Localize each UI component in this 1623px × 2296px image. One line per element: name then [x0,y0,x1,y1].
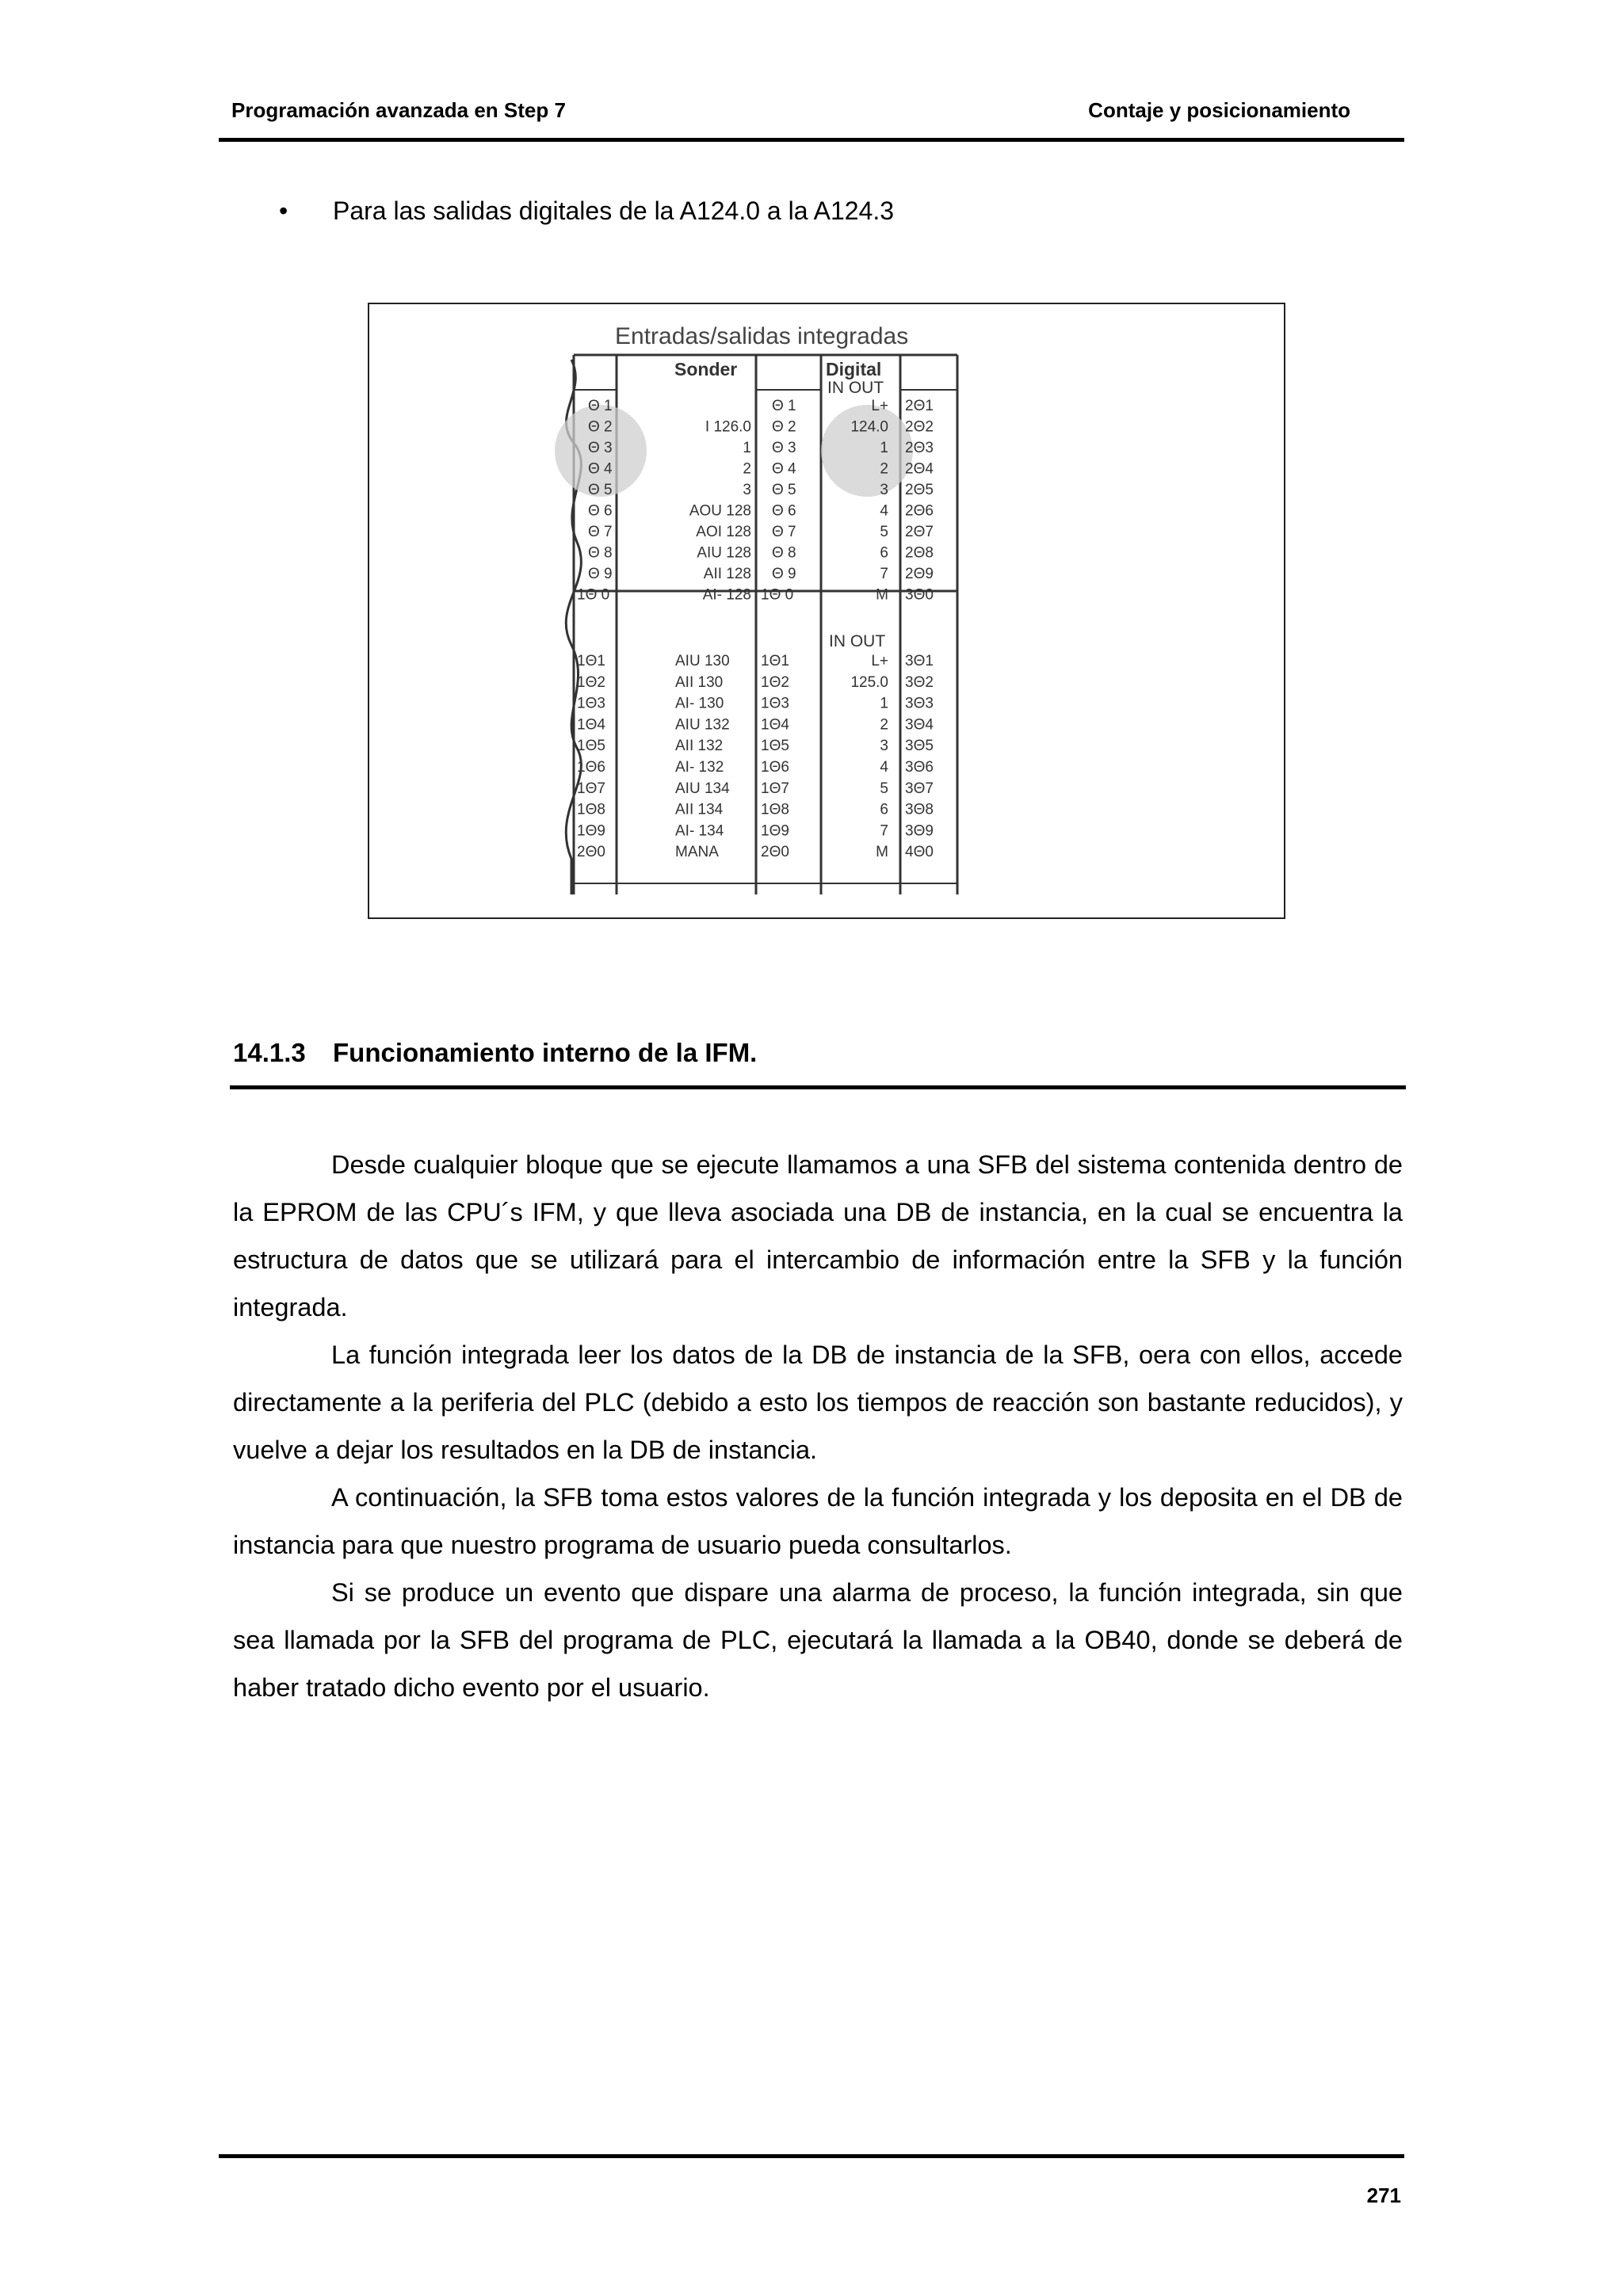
terminal-label: 2Θ2 [905,418,934,436]
terminal-label: 1Θ7 [761,780,789,797]
sonder-signal: AI- 128 [702,586,751,604]
terminal-label: 2Θ0 [761,844,789,861]
terminal-label: Θ 8 [588,544,613,562]
terminal-label: 1Θ8 [761,801,789,818]
bullet-text: Para las salidas digitales de la A124.0 a la A124.3 [333,196,895,225]
terminal-label: Θ 6 [588,502,613,520]
header-rule [219,138,1404,142]
bullet-dot: • [279,196,288,225]
terminal-label: 2Θ3 [905,440,934,456]
io-terminal-figure [368,303,1285,919]
terminal-label: 1Θ5 [577,738,605,755]
terminal-label: Θ 4 [588,460,613,478]
terminal-label: Θ 5 [588,482,613,498]
column-header-digital: Digital [826,359,882,379]
sonder-signal: AI- 134 [675,822,724,840]
terminal-label: Θ 3 [588,440,613,456]
terminal-label: 1Θ5 [761,738,789,755]
column-header-sonder: Sonder [674,359,738,379]
digital-signal: 6 [880,801,888,818]
paragraph: Desde cualquier bloque que se ejecute llamamos a una SFB del sistema contenida dentro de la EPROM de las CPU´s IFM, y que lleva asociada una DB de instancia, en la cual se encuentra la estructura de datos que se utilizará para el intercambio de información entre la SFB y la función integrada. [233,1150,1403,1322]
terminal-label: 1Θ4 [577,716,605,734]
terminal-label: 1Θ4 [761,716,789,734]
sonder-signal: AII 128 [703,566,751,582]
terminal-label: 3Θ8 [905,801,934,818]
terminal-label: 1Θ 0 [761,586,794,604]
terminal-label: 1Θ7 [577,780,605,797]
terminal-label: 3Θ6 [905,759,934,776]
paragraph: Si se produce un evento que dispare una alarma de proceso, la función integrada, sin que sea llamada por la SFB del programa de PLC, ejecutará la llamada a la OB40, donde se deberá de haber tratado dicho evento por el usuario. [233,1578,1403,1702]
page-header [219,98,1404,124]
terminal-label: Θ 9 [772,566,796,582]
sonder-signal: AII 132 [675,738,724,755]
digital-signal: L+ [871,653,888,669]
digital-signal: M [876,844,888,861]
sonder-signal: AOI 128 [696,524,751,540]
digital-signal: 6 [880,544,888,562]
terminal-label: 3Θ7 [905,780,934,797]
terminal-label: 1Θ2 [577,673,605,691]
terminal-label: 3Θ3 [905,695,934,712]
terminal-label: 1Θ3 [761,695,789,712]
terminal-label: Θ 1 [588,398,613,414]
sonder-signal: AII 134 [675,801,724,818]
terminal-label: 1Θ6 [577,759,605,776]
terminal-label: 1Θ9 [577,822,605,840]
digital-signal: L+ [871,398,888,414]
terminal-label: 4Θ0 [905,844,934,861]
terminal-label: 1Θ2 [761,673,789,691]
footer-rule [219,2154,1404,2158]
sonder-signal: AII 130 [675,673,724,691]
body-text [233,1141,1403,1711]
sonder-signal: AI- 132 [675,759,724,776]
section-number: 14.1.3 [233,1038,306,1067]
terminal-label: 2Θ1 [905,398,934,414]
terminal-label: 3Θ1 [905,653,934,669]
terminal-label: Θ 5 [772,482,796,498]
terminal-label: Θ 6 [772,502,796,520]
digital-signal: 125.0 [850,673,888,691]
digital-signal: 1 [880,440,888,456]
digital-signal: 5 [880,524,888,540]
digital-signal: 4 [880,759,888,776]
sonder-signal: AIU 134 [675,780,730,797]
terminal-label: 1Θ6 [761,759,789,776]
header-chapter-title: Contaje y posicionamiento [1088,98,1350,122]
digital-signal: 1 [880,695,888,712]
sonder-signal: MANA [675,844,719,861]
io-terminal-diagram [369,304,1287,921]
sonder-signal: AI- 130 [675,695,724,712]
terminal-label: 2Θ6 [905,502,934,520]
sonder-signal: 1 [743,440,751,456]
sonder-signal: AIU 128 [697,544,751,562]
terminal-label: Θ 1 [772,398,796,414]
terminal-label: 1Θ1 [761,653,789,669]
terminal-label: 3Θ0 [905,586,934,604]
terminal-label: Θ 2 [588,418,613,436]
figure-title: Entradas/salidas integradas [615,323,909,349]
terminal-label: 3Θ2 [905,673,934,691]
terminal-label: 2Θ9 [905,566,934,582]
sonder-signal: 3 [743,482,751,498]
section-rule [230,1085,1406,1089]
section-heading [233,1038,757,1068]
digital-signal: 2 [880,716,888,734]
digital-signal: 3 [880,738,888,755]
paragraph: La función integrada leer los datos de la DB de instancia de la SFB, oera con ellos, accede directamente a la periferia del PLC (debido a esto los tiempos de reacción son bastante reducidos), y vuelve a dejar los resultados en la DB de instancia. [233,1341,1403,1464]
terminal-label: 2Θ7 [905,524,934,540]
terminal-label: 3Θ9 [905,822,934,840]
in-out-label: IN OUT [827,379,884,397]
sonder-signal: AIU 130 [675,653,730,669]
terminal-label: Θ 3 [772,440,796,456]
terminal-label: 1Θ1 [577,653,605,669]
digital-signal: 2 [880,460,888,478]
paragraph: A continuación, la SFB toma estos valores de la función integrada y los deposita en el DB de instancia para que nuestro programa de usuario pueda consultarlos. [233,1483,1403,1559]
terminal-label: 1Θ9 [761,822,789,840]
terminal-label: 1Θ3 [577,695,605,712]
terminal-label: 1Θ 0 [577,586,610,604]
page-number: 271 [1366,2183,1401,2207]
sonder-signal: I 126.0 [705,418,751,436]
terminal-label: 3Θ5 [905,738,934,755]
header-book-title: Programación avanzada en Step 7 [231,98,566,122]
sonder-signal: 2 [743,460,751,478]
terminal-label: 3Θ4 [905,716,934,734]
terminal-label: 2Θ4 [905,460,934,478]
terminal-label: 1Θ8 [577,801,605,818]
sonder-signal: AIU 132 [675,716,730,734]
terminal-label: 2Θ5 [905,482,934,498]
terminal-label: 2Θ8 [905,544,934,562]
terminal-label: Θ 2 [772,418,796,436]
digital-signal: 7 [880,566,888,582]
digital-signal: 124.0 [850,418,888,436]
digital-signal: 3 [880,482,888,498]
digital-signal: 5 [880,780,888,797]
terminal-label: Θ 8 [772,544,796,562]
terminal-label: Θ 7 [588,524,613,540]
terminal-label: Θ 9 [588,566,613,582]
terminal-label: Θ 4 [772,460,796,478]
sonder-signal: AOU 128 [689,502,751,520]
digital-signal: 7 [880,822,888,840]
terminal-label: Θ 7 [772,524,796,540]
digital-signal: 4 [880,502,888,520]
digital-signal: M [876,586,888,604]
in-out-label: IN OUT [829,632,886,650]
terminal-label: 2Θ0 [577,844,605,861]
section-title-text: Funcionamiento interno de la IFM. [333,1038,758,1067]
